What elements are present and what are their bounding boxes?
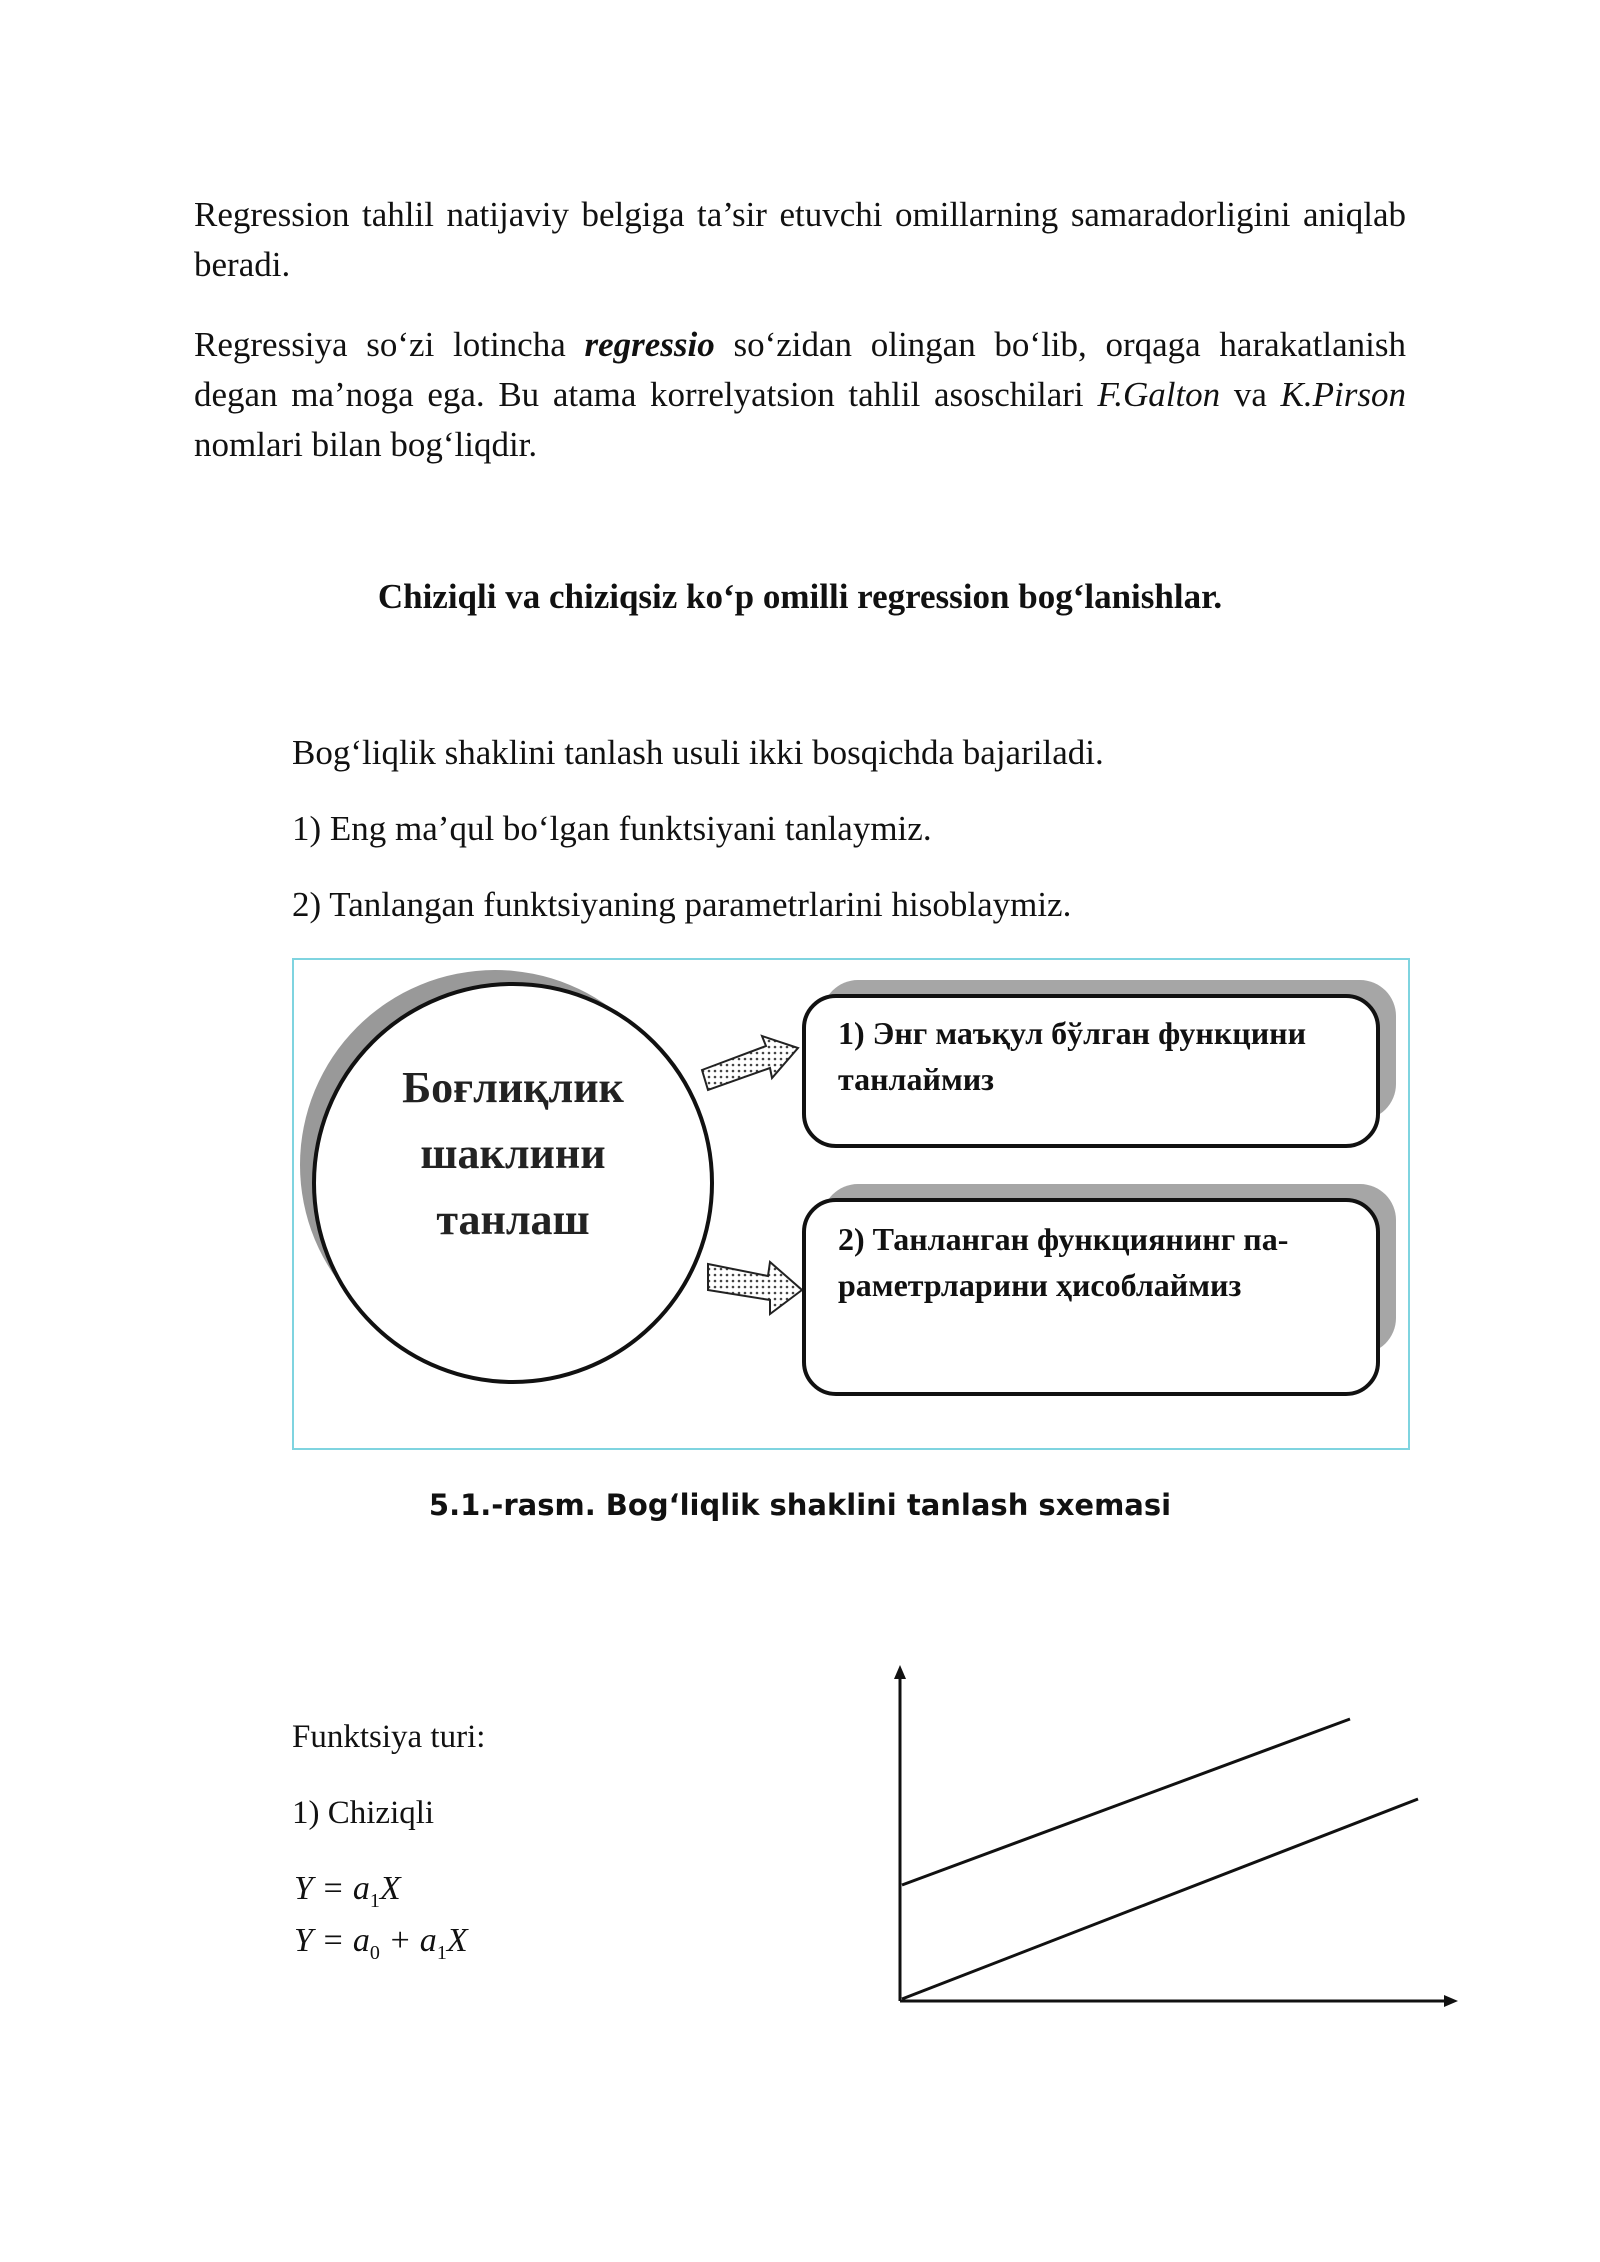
p2-text-g: nomlari bilan bog‘liqdir. bbox=[194, 425, 538, 464]
circle-line-1: Боғлиқлик bbox=[402, 1063, 624, 1112]
circle-line-2: шаклини bbox=[420, 1129, 606, 1178]
p2-text-e: va bbox=[1220, 375, 1281, 414]
linear-function-sketch bbox=[880, 1665, 1460, 2015]
step-2: 2) Tanlangan funktsiyaning parametrlarini hisoblaymiz. bbox=[292, 885, 1072, 924]
intro-paragraph-1 bbox=[194, 190, 1406, 290]
x-axis-arrowhead-icon bbox=[1444, 1995, 1458, 2007]
name-pirson: K.Pirson bbox=[1280, 375, 1406, 414]
line-through-origin bbox=[902, 1799, 1418, 1999]
f1-sub1: 1 bbox=[369, 1889, 380, 1912]
f2-rhs: X bbox=[446, 1922, 468, 1959]
step-1: 1) Eng ma’qul bo‘lgan funktsiyani tanlaymiz. bbox=[292, 809, 932, 848]
box2-line-1: 2) Танланган функциянинг па- bbox=[838, 1221, 1289, 1257]
f2-mid: + a bbox=[379, 1922, 437, 1959]
f1-lhs: Y = a bbox=[294, 1870, 370, 1907]
name-galton: F.Galton bbox=[1097, 375, 1221, 414]
intro-paragraph-2 bbox=[194, 320, 1406, 470]
p2-text-c: so‘zidan olingan bo‘lib, orqaga harakatlanish degan ma’noga ega. Bu atama korrelyatsion tahlil asoschilari bbox=[194, 325, 1406, 414]
box1-label bbox=[838, 1010, 1306, 1102]
f2-lhs: Y = a bbox=[294, 1922, 370, 1959]
f1-rhs: X bbox=[379, 1870, 401, 1907]
term-regressio: regressio bbox=[584, 325, 715, 364]
function-type-1: 1) Chiziqli bbox=[292, 1795, 435, 1831]
function-title: Funktsiya turi: bbox=[292, 1719, 486, 1755]
steps-lead: Bog‘liqlik shaklini tanlash usuli ikki bosqichda bajariladi. bbox=[292, 733, 1104, 772]
box1-line-1: 1) Энг маъқул бўлган функцини bbox=[838, 1015, 1307, 1051]
formula-linear-2 bbox=[294, 1922, 468, 1965]
f2-sub1: 1 bbox=[436, 1941, 447, 1964]
f2-sub0: 0 bbox=[369, 1941, 380, 1964]
box1-line-2: танлаймиз bbox=[838, 1061, 995, 1097]
arrow-to-box1-icon bbox=[700, 1032, 800, 1102]
box2-label bbox=[838, 1216, 1288, 1308]
y-axis-arrowhead-icon bbox=[894, 1665, 906, 1679]
formula-linear-1 bbox=[294, 1870, 401, 1913]
intro-p1-text: Regression tahlil natijaviy belgiga ta’sir etuvchi omillarning samaradorligini aniqlab beradi. bbox=[194, 195, 1406, 284]
circle-line-3: танлаш bbox=[436, 1195, 590, 1244]
p2-text-a: Regressiya so‘zi lotincha bbox=[194, 325, 585, 364]
section-heading: Chiziqli va chiziqsiz ko‘p omilli regression bog‘lanishlar. bbox=[377, 577, 1223, 616]
arrow-to-box2-icon bbox=[706, 1248, 806, 1318]
figure-caption: 5.1.-rasm. Bog‘liqlik shaklini tanlash sxemasi bbox=[428, 1488, 1172, 1522]
box2-line-2: раметрларини ҳисоблаймиз bbox=[838, 1267, 1242, 1303]
line-with-intercept bbox=[902, 1719, 1350, 1885]
circle-label bbox=[312, 1055, 714, 1253]
